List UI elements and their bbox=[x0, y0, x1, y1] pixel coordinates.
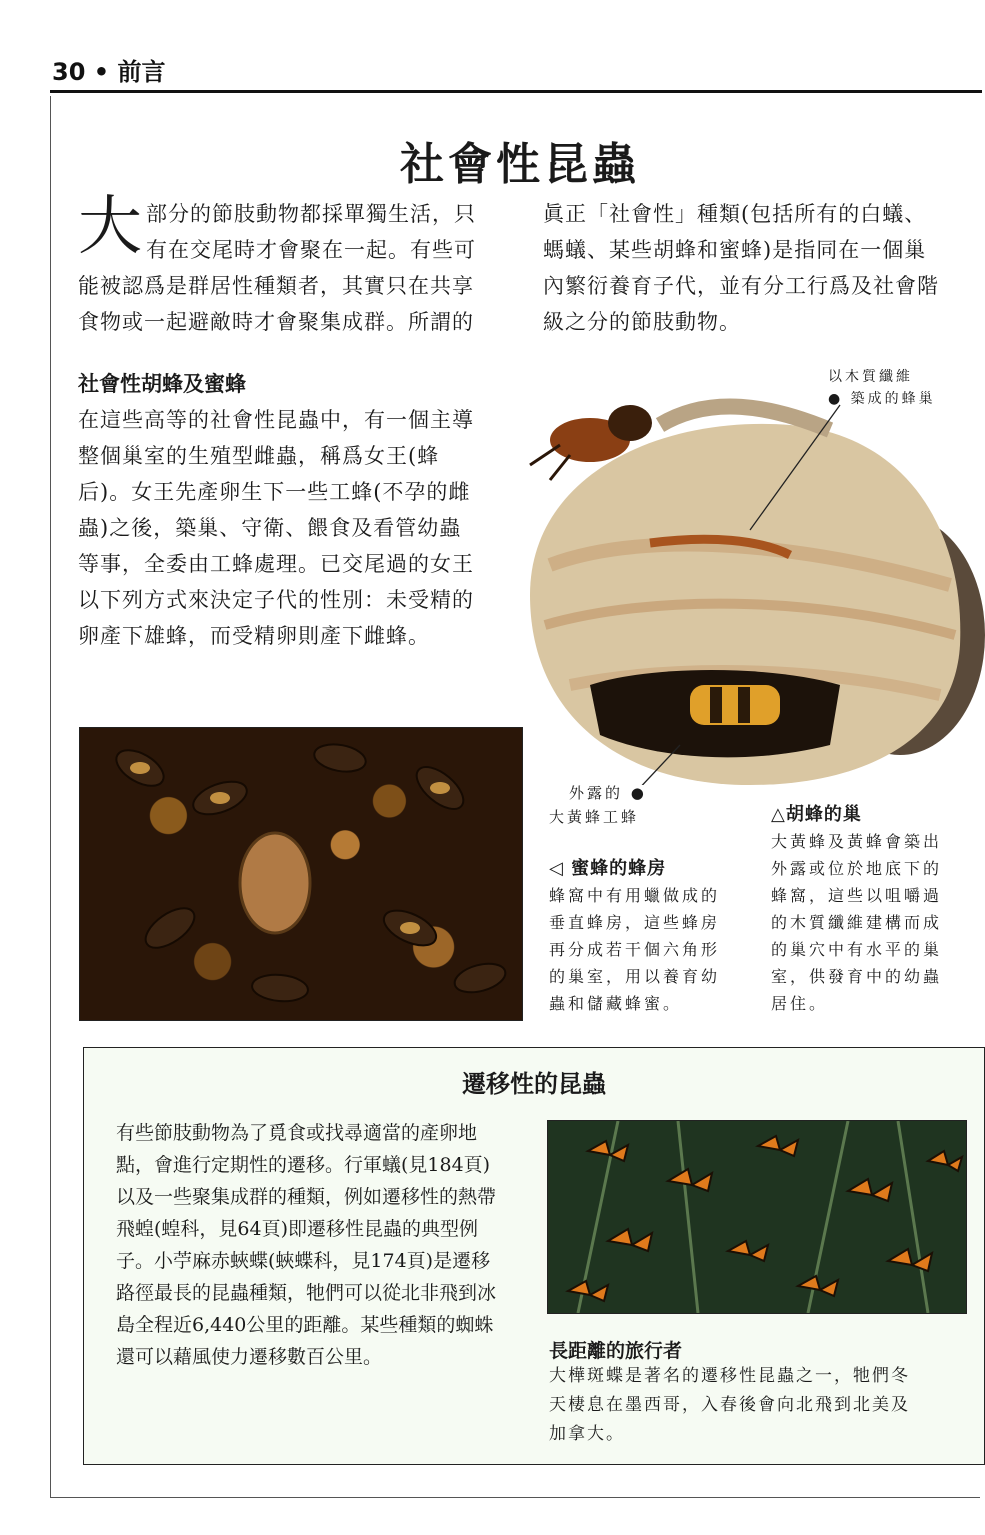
bullet-dot-icon: ● bbox=[828, 391, 851, 407]
section-line: 整個巢室的生殖型雌蟲，稱爲女王(蜂 bbox=[78, 444, 440, 468]
caption-line: 的巢室，用以養育幼 bbox=[549, 967, 721, 986]
intro-line: 級之分的節肢動物。 bbox=[543, 310, 741, 334]
migration-body bbox=[116, 1117, 528, 1373]
section-line: 卵產下雄蜂，而受精卵則產下雌蜂。 bbox=[78, 624, 430, 648]
caption-line: 垂直蜂房，這些蜂房 bbox=[549, 913, 721, 932]
caption-line: 天棲息在墨西哥，入春後會向北飛到北美及 bbox=[549, 1395, 910, 1415]
migration-line: 點，會進行定期性的遷移。行軍蟻(見184頁) bbox=[116, 1154, 491, 1176]
section-line: 等事，全委由工蜂處理。已交尾過的女王 bbox=[78, 552, 474, 576]
section-body bbox=[78, 402, 508, 654]
nest-label-text: 築成的蜂巢 bbox=[850, 391, 936, 407]
caption-heading: ◁ 蜜蜂的蜂房 bbox=[549, 858, 667, 879]
migration-title: 遷移性的昆蟲 bbox=[462, 1070, 606, 1098]
migration-line: 還可以藉風使力遷移數百公里。 bbox=[116, 1346, 383, 1368]
nest-label-line: 大黃蜂工蜂 bbox=[549, 808, 640, 826]
migration-line: 有些節肢動物為了覓食或找尋適當的產卵地 bbox=[116, 1122, 478, 1144]
section-line: 蟲)之後，築巢、守衛、餵食及看管幼蟲 bbox=[78, 516, 462, 540]
migration-line: 路徑最長的昆蟲種類，牠們可以從北非飛到冰 bbox=[116, 1282, 497, 1304]
page-title: 社會性昆蟲 bbox=[400, 139, 640, 190]
caption-line: 再分成若干個六角形 bbox=[549, 940, 721, 959]
caption-line: 大樺斑蝶是著名的遷移性昆蟲之一，牠們冬 bbox=[549, 1366, 910, 1386]
caption-body bbox=[771, 828, 971, 1017]
migration-caption-body bbox=[549, 1362, 965, 1449]
migration-line: 子。小苧麻赤蛺蝶(蛺蝶科，見174頁)是遷移 bbox=[116, 1250, 491, 1272]
migration-line: 飛蝗(蝗科，見64頁)即遷移性昆蟲的典型例 bbox=[116, 1218, 479, 1240]
caption-line: 居住。 bbox=[771, 994, 829, 1013]
intro-line: 螞蟻、某些胡蜂和蜜蜂)是指同在一個巢 bbox=[543, 238, 927, 262]
intro-line: 部分的節肢動物都採單獨生活，只 bbox=[146, 202, 476, 226]
caption-line: 蜂窩中有用蠟做成的 bbox=[549, 886, 721, 905]
intro-line: 能被認爲是群居性種類者，其實只在共享 bbox=[78, 274, 474, 298]
migration-line: 以及一些聚集成群的種類，例如遷移性的熱帶 bbox=[116, 1186, 497, 1208]
caption-body bbox=[549, 882, 749, 1017]
header-rule bbox=[50, 90, 982, 93]
drop-cap: 大 bbox=[78, 190, 142, 264]
wasp-nest-illustration bbox=[510, 385, 985, 785]
caption-line: 的木質纖維建構而成 bbox=[771, 913, 943, 932]
nest-label-line bbox=[828, 388, 936, 410]
caption-line: 蜂窩，這些以咀嚼過 bbox=[771, 886, 943, 905]
migration-line: 島全程近6,440公里的距離。某些種類的蜘蛛 bbox=[116, 1314, 494, 1336]
caption-line: 大黃蜂及黃蜂會築出 bbox=[771, 832, 943, 851]
honeycomb-caption bbox=[549, 854, 749, 1017]
intro-line: 內繁衍養育子代，並有分工行爲及社會階 bbox=[543, 274, 939, 298]
intro-line: 眞正「社會性」種類(包括所有的白蟻、 bbox=[543, 202, 927, 226]
page-header: 30 • 前言 bbox=[52, 58, 166, 86]
caption-line: 外露或位於地底下的 bbox=[771, 859, 943, 878]
intro-line: 食物或一起避敵時才會聚集成群。所謂的 bbox=[78, 310, 474, 334]
caption-heading: △胡蜂的巢 bbox=[771, 804, 862, 825]
monarch-butterflies-illustration bbox=[548, 1121, 966, 1313]
wasp-nest-caption bbox=[771, 800, 971, 1017]
caption-line: 蟲和儲藏蜂蜜。 bbox=[549, 994, 683, 1013]
honeycomb-photo bbox=[79, 727, 523, 1021]
nest-label-text: 外露的 bbox=[569, 784, 624, 802]
migration-caption-heading: 長距離的旅行者 bbox=[549, 1340, 683, 1362]
section-line: 在這些高等的社會性昆蟲中，有一個主導 bbox=[78, 408, 474, 432]
honeycomb-bees-illustration bbox=[80, 728, 522, 1020]
wasp-nest-image bbox=[510, 385, 985, 785]
caption-line: 的巢穴中有水平的巢 bbox=[771, 940, 943, 959]
monarch-butterflies-photo bbox=[547, 1120, 967, 1314]
section-line: 以下列方式來決定子代的性別：未受精的 bbox=[78, 588, 474, 612]
nest-label-line: 以木質纖維 bbox=[828, 369, 913, 385]
intro-column-2 bbox=[543, 196, 963, 340]
intro-column-1 bbox=[78, 196, 498, 340]
section-heading: 社會性胡蜂及蜜蜂 bbox=[78, 372, 246, 396]
nest-label-line bbox=[549, 781, 647, 805]
nest-label-wood bbox=[828, 366, 936, 410]
caption-line: 加拿大。 bbox=[549, 1424, 625, 1444]
caption-line: 室，供發育中的幼蟲 bbox=[771, 967, 943, 986]
intro-line: 有在交尾時才會聚在一起。有些可 bbox=[146, 238, 476, 262]
section-line: 后)。女王先產卵生下一些工蜂(不孕的雌 bbox=[78, 480, 471, 504]
nest-label-worker bbox=[549, 781, 647, 829]
bullet-dot-icon: ● bbox=[623, 784, 647, 802]
